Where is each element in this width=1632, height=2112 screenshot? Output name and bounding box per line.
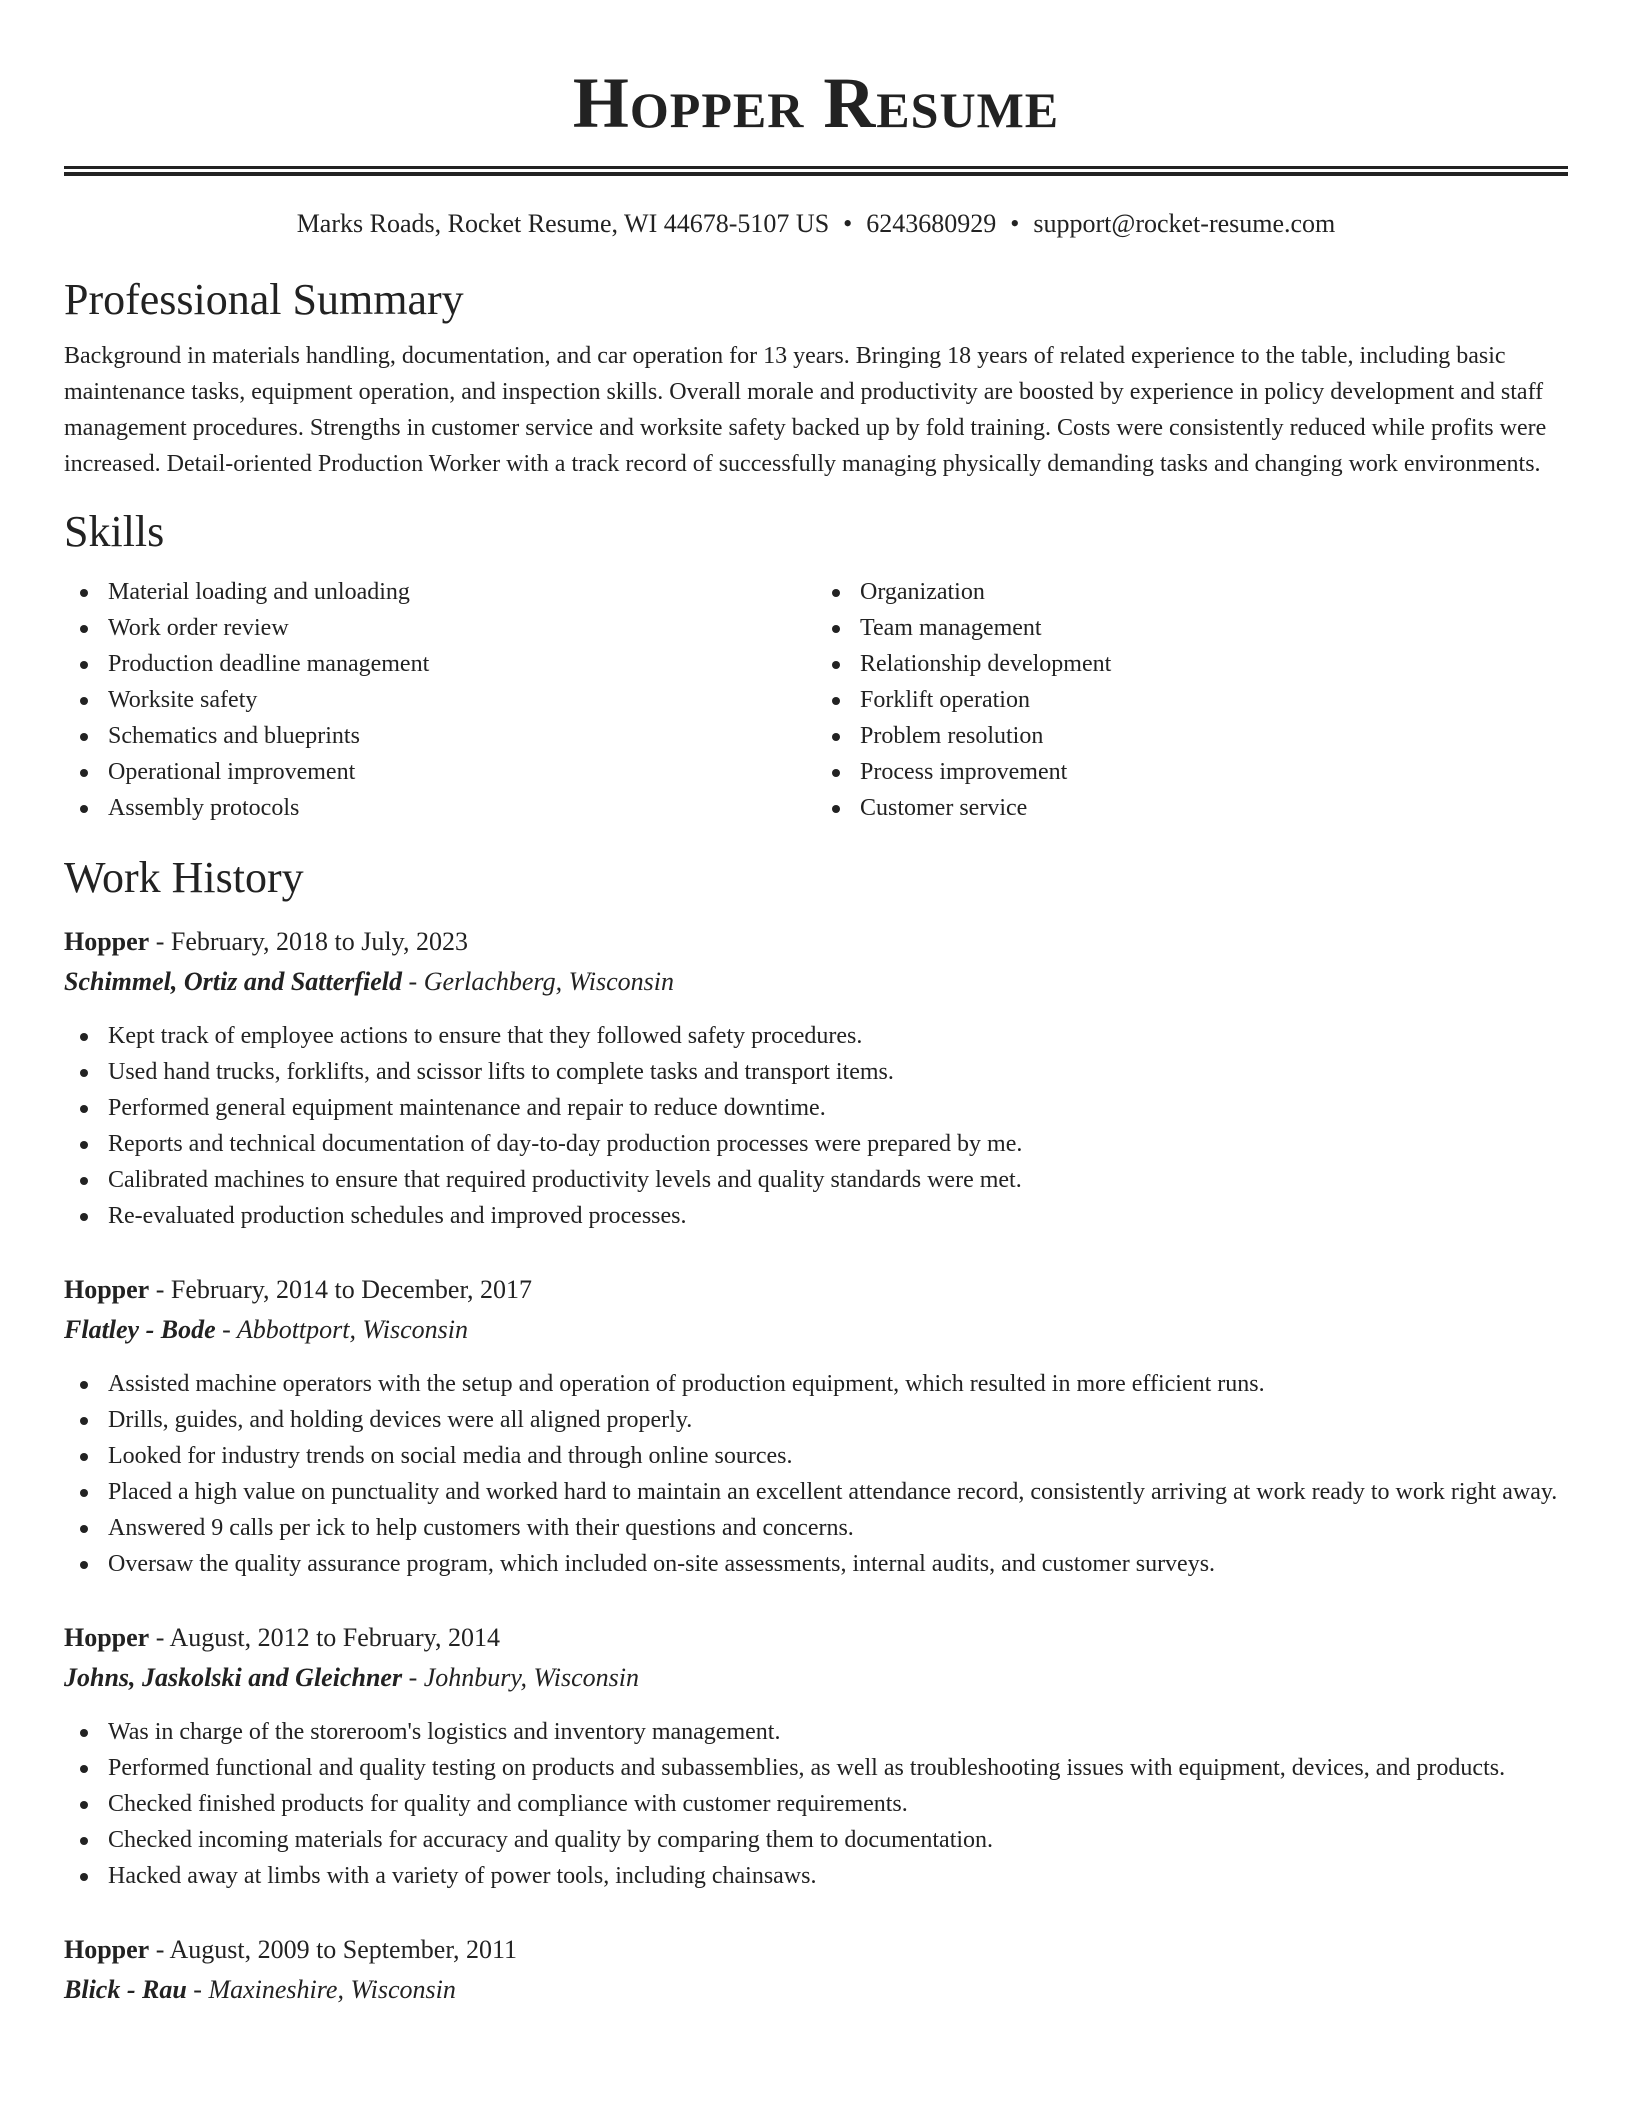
job-duty: Calibrated machines to ensure that required productivity levels and quality standards were met. [64,1162,1568,1198]
skill-item: Production deadline management [64,646,816,682]
skill-item: Forklift operation [816,682,1568,718]
job-duties [64,1366,1568,1582]
skill-item: Work order review [64,610,816,646]
summary-heading: Professional Summary [64,275,464,324]
contact-line [64,206,1568,242]
skill-item: Worksite safety [64,682,816,718]
job-duty: Oversaw the quality assurance program, which included on-site assessments, internal audits, and customer surveys. [64,1546,1568,1582]
contact-email: support@rocket-resume.com [1033,209,1336,238]
job-role: Hopper [64,1935,150,1964]
job-location: - Maxineshire, Wisconsin [186,1975,456,2004]
job-location: - Gerlachberg, Wisconsin [402,967,675,996]
contact-separator: • [1010,209,1020,238]
job-duty: Checked finished products for quality and compliance with customer requirements. [64,1786,1568,1822]
job-company-line [64,1310,1568,1350]
contact-phone: 6243680929 [866,209,997,238]
job-duty: Looked for industry trends on social media and through online sources. [64,1438,1568,1474]
job-duty: Hacked away at limbs with a variety of power tools, including chainsaws. [64,1858,1568,1894]
job-duty: Answered 9 calls per ick to help customers with their questions and concerns. [64,1510,1568,1546]
job-duty: Reports and technical documentation of day-to-day production processes were prepared by me. [64,1126,1568,1162]
job-entry [64,1930,1568,2010]
skills-column-left [64,574,816,826]
job-title-line [64,1270,1568,1310]
skill-item: Problem resolution [816,718,1568,754]
contact-address: Marks Roads, Rocket Resume, WI 44678-5107 US [296,209,830,238]
job-duty: Drills, guides, and holding devices were all aligned properly. [64,1402,1568,1438]
job-duty: Was in charge of the storeroom's logistics and inventory management. [64,1714,1568,1750]
job-dates: - August, 2009 to September, 2011 [149,1935,517,1964]
job-role: Hopper [64,927,150,956]
skill-item: Material loading and unloading [64,574,816,610]
job-title-line [64,922,1568,962]
job-location: - Johnbury, Wisconsin [402,1663,639,1692]
job-role: Hopper [64,1623,150,1652]
skills-column-right [816,574,1568,826]
skill-item: Relationship development [816,646,1568,682]
job-title-line [64,1618,1568,1658]
skill-item: Customer service [816,790,1568,826]
job-duties [64,1714,1568,1894]
skills-list [64,574,1568,826]
job-entry [64,1270,1568,1582]
job-duty: Placed a high value on punctuality and worked hard to maintain an excellent attendance record, consistently arriving at work ready to work right away. [64,1474,1568,1510]
job-company-line [64,1658,1568,1698]
skill-item: Schematics and blueprints [64,718,816,754]
job-company: Schimmel, Ortiz and Satterfield [64,967,403,996]
summary-text: Background in materials handling, documentation, and car operation for 13 years. Bringing 18 years of related experience to the table, including basic maintenance tasks, equipment operation, and inspection skills. Overall morale and productivity are boosted by experience in policy development and staff management procedures. Strengths in customer service and worksite safety backed up by fold training. Costs were consistently reduced while profits were increased. Detail-oriented Production Worker with a track record of successfully managing physically demanding tasks and changing work environments. [64,343,1547,477]
job-dates: - August, 2012 to February, 2014 [149,1623,500,1652]
job-entry [64,922,1568,1234]
job-location: - Abbottport, Wisconsin [215,1315,468,1344]
contact-separator: • [843,209,853,238]
job-company: Flatley - Bode [64,1315,216,1344]
job-dates: - February, 2018 to July, 2023 [149,927,468,956]
skill-item: Operational improvement [64,754,816,790]
job-dates: - February, 2014 to December, 2017 [149,1275,533,1304]
job-company-line [64,1970,1568,2010]
skill-item: Process improvement [816,754,1568,790]
job-duty: Used hand trucks, forklifts, and scissor lifts to complete tasks and transport items. [64,1054,1568,1090]
job-duty: Performed functional and quality testing on products and subassemblies, as well as troubleshooting issues with equipment, devices, and products. [64,1750,1568,1786]
job-duty: Assisted machine operators with the setup and operation of production equipment, which resulted in more efficient runs. [64,1366,1568,1402]
job-duty: Kept track of employee actions to ensure that they followed safety procedures. [64,1018,1568,1054]
job-company: Blick - Rau [64,1975,187,2004]
header-divider [64,166,1568,176]
job-duty: Re-evaluated production schedules and improved processes. [64,1198,1568,1234]
job-duty: Checked incoming materials for accuracy and quality by comparing them to documentation. [64,1822,1568,1858]
skill-item: Team management [816,610,1568,646]
job-company: Johns, Jaskolski and Gleichner [64,1663,403,1692]
job-duty: Performed general equipment maintenance and repair to reduce downtime. [64,1090,1568,1126]
job-company-line [64,962,1568,1002]
skills-heading: Skills [64,507,165,556]
job-duties [64,1018,1568,1234]
skill-item: Assembly protocols [64,790,816,826]
job-entry [64,1618,1568,1894]
work-history-heading: Work History [64,853,304,902]
skill-item: Organization [816,574,1568,610]
job-title-line [64,1930,1568,1970]
job-role: Hopper [64,1275,150,1304]
resume-name: Hopper Resume [572,63,1060,143]
